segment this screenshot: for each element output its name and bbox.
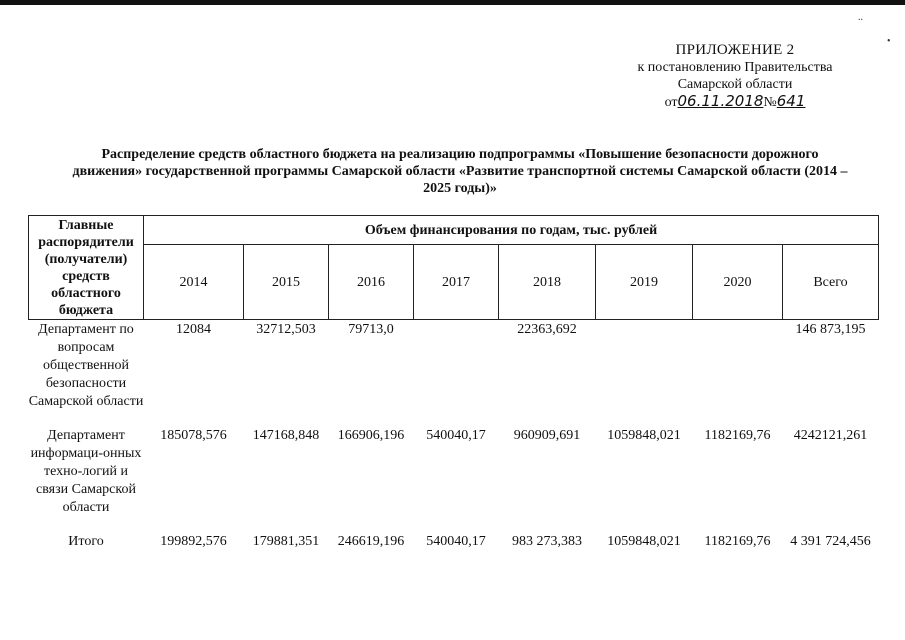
table-cell	[596, 320, 693, 426]
header-year-2014: 2014	[144, 245, 244, 320]
top-border-rule	[0, 0, 905, 5]
table-cell: 983 273,383	[512, 533, 582, 549]
header-year-2017: 2017	[414, 245, 499, 320]
table-cell: 79713,0	[348, 322, 394, 337]
header-year-2015: 2015	[244, 245, 329, 320]
appendix-subtitle-2: Самарской области	[677, 77, 793, 92]
corner-mark: ..	[858, 12, 863, 23]
table-cell: 146 873,195	[795, 322, 866, 337]
table-cell: 246619,196	[337, 533, 405, 549]
table-cell: 960909,691	[513, 427, 581, 443]
table-cell: 1059848,021	[607, 427, 681, 443]
table-cell: 147168,848	[252, 427, 320, 443]
header-financing-volume: Объем финансирования по годам, тыс. рублей	[144, 216, 879, 245]
row-label-total: Итого	[68, 533, 104, 549]
handwritten-number: 641	[776, 92, 806, 110]
table-cell: 185078,576	[160, 427, 227, 443]
table-row	[29, 426, 879, 532]
number-prefix: №	[763, 95, 777, 110]
table-cell: 12084	[176, 322, 211, 337]
table-cell: 540040,17	[426, 427, 486, 443]
table-cell: 32712,503	[256, 322, 316, 337]
header-total: Всего	[783, 245, 879, 320]
table-cell: 179881,351	[252, 533, 320, 549]
table-cell: 4242121,261	[793, 427, 868, 443]
table-cell: 540040,17	[426, 533, 486, 549]
table-cell: 1059848,021	[607, 533, 681, 549]
table-row	[29, 320, 879, 426]
appendix-header	[600, 42, 870, 111]
document-title: Распределение средств областного бюджета на реализацию подпрограммы «Повышение безопасности дорожного движения» государственной программы Самарской области «Развитие транспортной системы Самарской области (2014 – 2025 годы)»	[72, 147, 848, 196]
header-budget-holders: Главные распорядители (получатели) средств областного бюджета	[29, 216, 144, 320]
table-cell	[693, 320, 783, 426]
table-cell: 166906,196	[337, 427, 405, 443]
row-label: Департамент по вопросам общественной безопасности Самарской области	[28, 322, 144, 409]
header-year-2019: 2019	[596, 245, 693, 320]
table-cell: 199892,576	[160, 533, 227, 549]
header-year-2020: 2020	[693, 245, 783, 320]
row-label: Департамент информаци-онных техно-логий и связи Самарской области	[30, 427, 142, 515]
table-cell: 1182169,76	[704, 427, 771, 443]
table-cell: 4 391 724,456	[790, 533, 871, 549]
date-prefix: от	[664, 95, 678, 110]
header-year-2016: 2016	[329, 245, 414, 320]
appendix-subtitle-1: к постановлению Правительства	[637, 60, 833, 75]
header-year-2018: 2018	[499, 245, 596, 320]
table-cell: 1182169,76	[704, 533, 771, 549]
corner-dot: •	[887, 36, 891, 47]
financing-table	[28, 215, 879, 556]
handwritten-date: 06.11.2018	[677, 92, 764, 110]
appendix-title: ПРИЛОЖЕНИЕ 2	[675, 42, 795, 58]
table-row	[29, 532, 879, 556]
appendix-date-line	[600, 93, 870, 111]
table-cell: 22363,692	[517, 322, 577, 337]
table-cell	[414, 320, 499, 426]
